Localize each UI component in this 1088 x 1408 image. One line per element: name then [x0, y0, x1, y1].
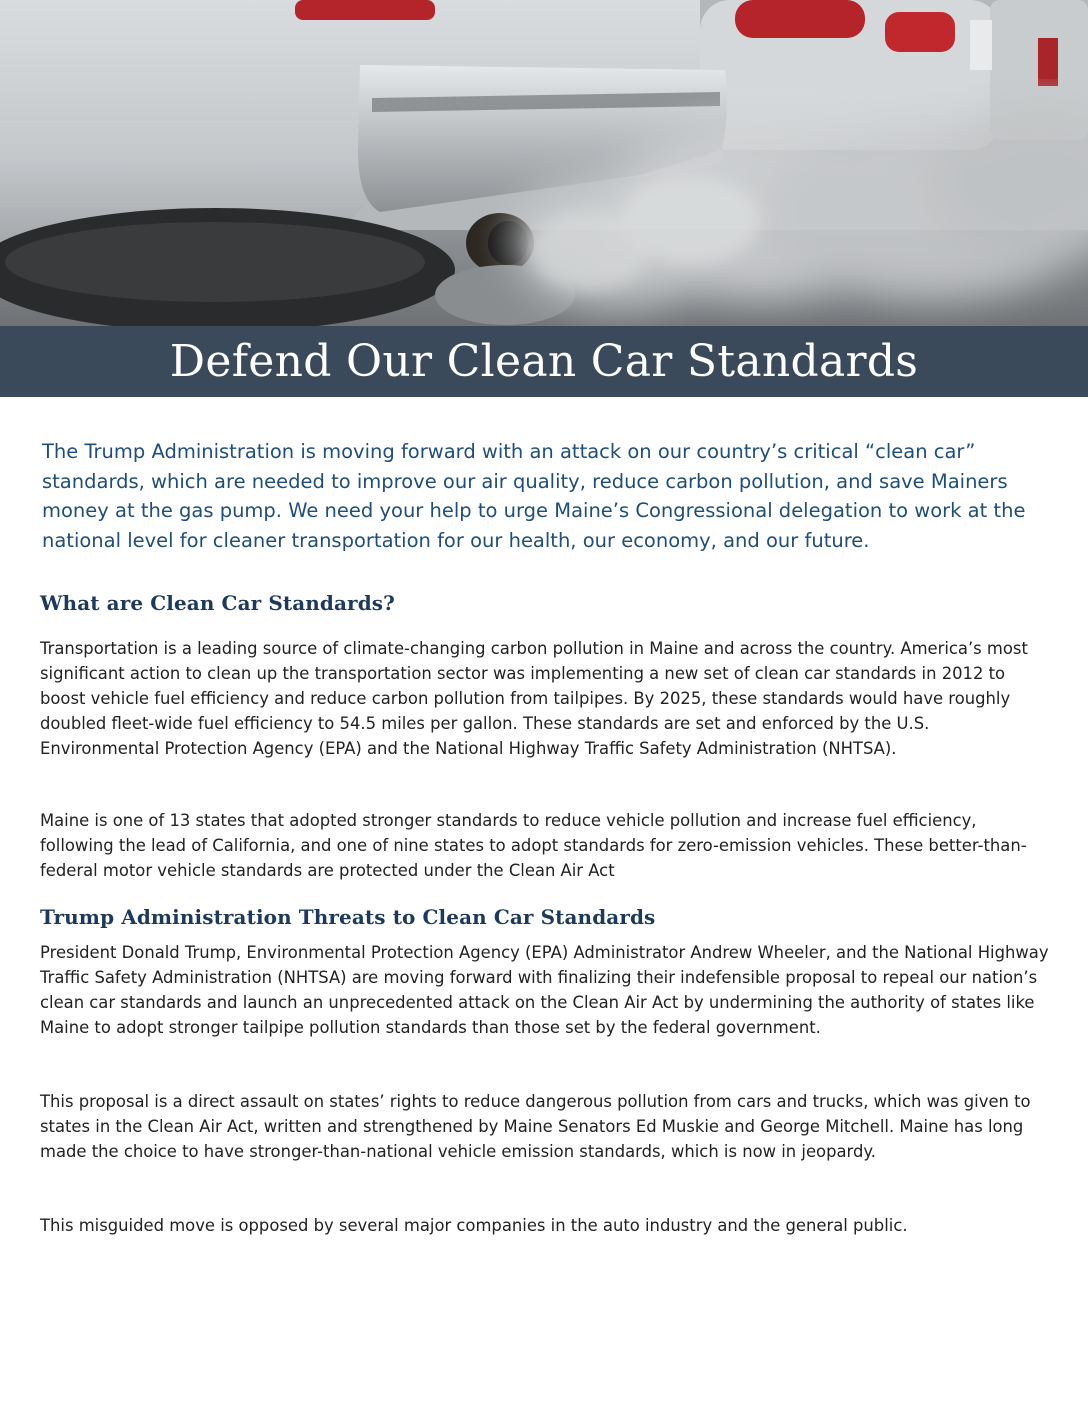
page-title: Defend Our Clean Car Standards [169, 336, 919, 387]
section-heading-trump-threats: Trump Administration Threats to Clean Car Standards [40, 905, 656, 929]
hero-photo-exhaust [0, 0, 1088, 326]
intro-paragraph: The Trump Administration is moving forward with an attack on our country’s critical “clean car” standards, which are needed to improve our air quality, reduce carbon pollution, and save Mainers money at the gas pump. We need your help to urge Maine’s Congressional delegation to work at the national level for cleaner transportation for our health, our economy, and our future. [42, 440, 1026, 552]
section1-paragraph-1: Transportation is a leading source of climate-changing carbon pollution in Maine and across the country. America’s most significant action to clean up the transportation sector was implementing a new set of clean car standards in 2012 to boost vehicle fuel efficiency and reduce carbon pollution from tailpipes. By 2025, these standards would have roughly doubled fleet-wide fuel efficiency to 54.5 miles per gallon. These standards are set and enforced by the U.S. Environmental Protection Agency (EPA) and the National Highway Traffic Safety Administration (NHTSA). [40, 639, 1028, 758]
section-heading-what-are-standards: What are Clean Car Standards? [40, 591, 395, 615]
section1-paragraph-2: Maine is one of 13 states that adopted stronger standards to reduce vehicle pollution and increase fuel efficiency, following the lead of California, and one of nine states to adopt standards for zero-emission vehicles. These better-than-federal motor vehicle standards are protected under the Clean Air Act [40, 811, 1027, 880]
section2-paragraph-2: This proposal is a direct assault on states’ rights to reduce dangerous pollution from cars and trucks, which was given to states in the Clean Air Act, written and strengthened by Maine Senators Ed Muskie and George Mitchell. Maine has long made the choice to have stronger-than-national vehicle emission standards, which is now in jeopardy. [40, 1092, 1031, 1161]
section2-paragraph-1: President Donald Trump, Environmental Protection Agency (EPA) Administrator Andrew Wheeler, and the National Highway Traffic Safety Administration (NHTSA) are moving forward with finalizing their indefensible proposal to repeal our nation’s clean car standards and launch an unprecedented attack on the Clean Air Act by undermining the authority of states like Maine to adopt stronger tailpipe pollution standards than those set by the federal government. [40, 943, 1049, 1037]
title-banner [0, 326, 1088, 397]
section2-paragraph-3: This misguided move is opposed by several major companies in the auto industry and the general public. [40, 1216, 908, 1235]
car-exhaust-illustration [0, 0, 1088, 326]
